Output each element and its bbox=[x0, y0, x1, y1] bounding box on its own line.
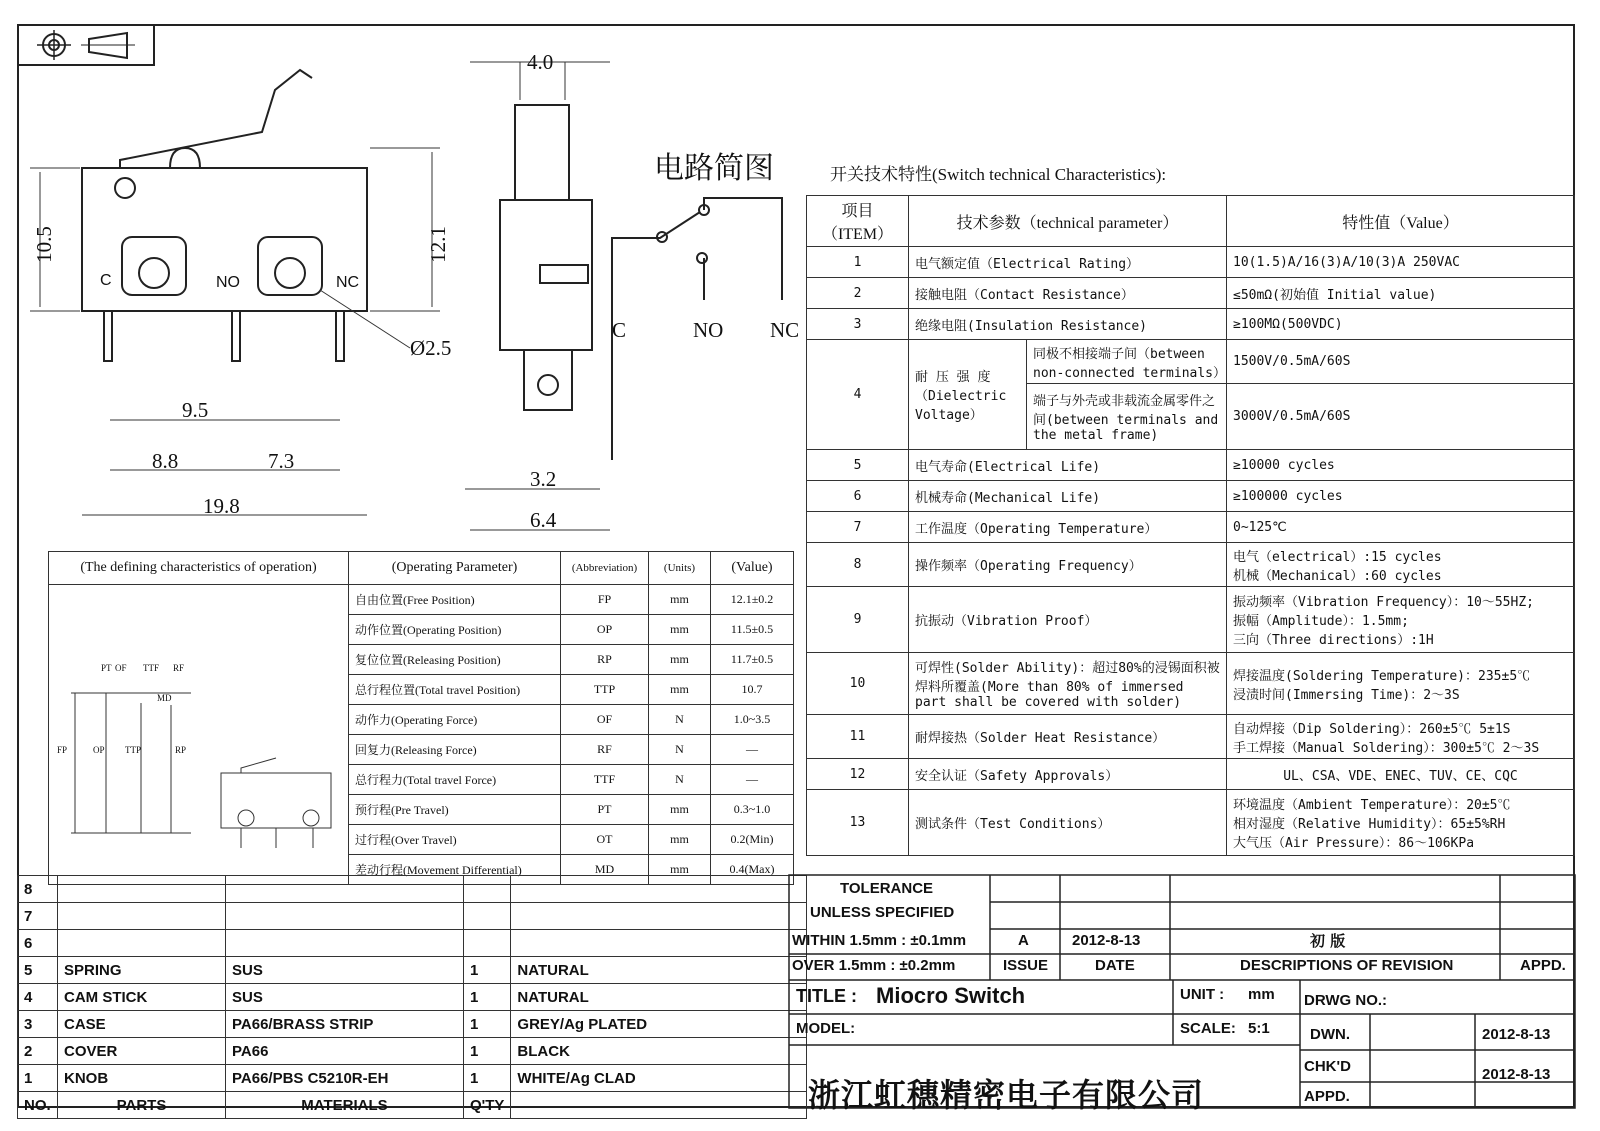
dim-8-8: 8.8 bbox=[152, 449, 179, 473]
bom-row-part: COVER bbox=[58, 1038, 226, 1065]
tech-table-title: 开关技术特性(Switch technical Characteristics): bbox=[830, 165, 1167, 184]
tech-row-no: 8 bbox=[807, 543, 909, 587]
bom-row-qty: 1 bbox=[464, 1065, 511, 1092]
tech-row-no: 12 bbox=[807, 759, 909, 790]
bom-row-no: 3 bbox=[18, 1011, 58, 1038]
bom-row-no: 2 bbox=[18, 1038, 58, 1065]
bom-row-qty: 1 bbox=[464, 984, 511, 1011]
revision-date: 2012-8-13 bbox=[1072, 932, 1141, 949]
op-row-abbr: OF bbox=[561, 705, 649, 735]
dim-6-4: 6.4 bbox=[530, 508, 557, 532]
bom-row-part: SPRING bbox=[58, 957, 226, 984]
dim-3-2: 3.2 bbox=[530, 467, 557, 491]
diagram-label-ttp: TTP bbox=[125, 745, 142, 755]
scale-label: SCALE: bbox=[1180, 1020, 1236, 1037]
bom-row-material: PA66/PBS C5210R-EH bbox=[226, 1065, 464, 1092]
op-row-value: — bbox=[711, 735, 794, 765]
op-row-value: 12.1±0.2 bbox=[711, 585, 794, 615]
tech-row-param: 操作频率（Operating Frequency） bbox=[909, 543, 1227, 587]
tech-row-no: 1 bbox=[807, 247, 909, 278]
tech-header-value: 特性值（Value） bbox=[1227, 196, 1575, 247]
tech-row-value: UL、CSA、VDE、ENEC、TUV、CE、CQC bbox=[1227, 759, 1575, 790]
op-row-abbr: PT bbox=[561, 795, 649, 825]
bom-row-no: 4 bbox=[18, 984, 58, 1011]
op-row-param: 总行程位置(Total travel Position) bbox=[349, 675, 561, 705]
diagram-label-op: OP bbox=[93, 745, 105, 755]
op-header-param: (Operating Parameter) bbox=[349, 552, 561, 585]
tech-row-param: 测试条件（Test Conditions） bbox=[909, 790, 1227, 856]
dim-width-top: 4.0 bbox=[527, 50, 554, 74]
bom-row-finish: NATURAL bbox=[511, 957, 807, 984]
diagram-label-pt: PT bbox=[101, 663, 112, 673]
op-row-abbr: RP bbox=[561, 645, 649, 675]
op-row-abbr: OT bbox=[561, 825, 649, 855]
op-row-param: 复位位置(Releasing Position) bbox=[349, 645, 561, 675]
model-label: MODEL: bbox=[796, 1020, 856, 1037]
op-row-units: mm bbox=[649, 645, 711, 675]
op-row-param: 过行程(Over Travel) bbox=[349, 825, 561, 855]
dim-hole-diameter: Ø2.5 bbox=[410, 336, 452, 360]
terminal-label-nc: NC bbox=[336, 274, 360, 291]
tech-row-value: 焊接温度(Soldering Temperature)：235±5℃ 浸渍时间(Immersing Time)：2～3S bbox=[1227, 653, 1575, 715]
revision-letter: A bbox=[1018, 932, 1029, 949]
op-row-units: mm bbox=[649, 675, 711, 705]
op-header-abbr: (Abbreviation) bbox=[561, 552, 649, 585]
tech-row-param: 电气寿命(Electrical Life) bbox=[909, 450, 1227, 481]
diagram-label-of: OF bbox=[115, 663, 127, 673]
op-row-units: mm bbox=[649, 855, 711, 885]
op-row-param: 回复力(Releasing Force) bbox=[349, 735, 561, 765]
op-row-value: 0.4(Max) bbox=[711, 855, 794, 885]
drawn-label: DWN. bbox=[1310, 1026, 1350, 1043]
op-row-abbr: FP bbox=[561, 585, 649, 615]
tech-row-value: 振动频率（Vibration Frequency）：10～55HZ; 振幅（Amplitude）：1.5mm; 三向（Three directions）:1H bbox=[1227, 587, 1575, 653]
tech-row-no: 5 bbox=[807, 450, 909, 481]
bom-header-parts: PARTS bbox=[58, 1092, 226, 1119]
bom-row-material: PA66 bbox=[226, 1038, 464, 1065]
tolerance-label: TOLERANCE bbox=[840, 880, 934, 897]
tech-row-no: 7 bbox=[807, 512, 909, 543]
tech-row-value: ≥10000 cycles bbox=[1227, 450, 1575, 481]
bom-row-part: CASE bbox=[58, 1011, 226, 1038]
title-value: Miocro Switch bbox=[876, 983, 1026, 1008]
tech-row-param: 安全认证（Safety Approvals） bbox=[909, 759, 1227, 790]
bom-row-part: KNOB bbox=[58, 1065, 226, 1092]
op-row-value: 10.7 bbox=[711, 675, 794, 705]
op-row-units: mm bbox=[649, 615, 711, 645]
op-row-value: 0.2(Min) bbox=[711, 825, 794, 855]
tech-row-no: 13 bbox=[807, 790, 909, 856]
bom-row-finish: NATURAL bbox=[511, 984, 807, 1011]
tech-row-value: 3000V/0.5mA/60S bbox=[1227, 384, 1575, 450]
tech-row-param: 耐 压 强 度 （Dielectric Voltage） bbox=[909, 340, 1027, 450]
op-row-abbr: OP bbox=[561, 615, 649, 645]
drawn-date: 2012-8-13 bbox=[1482, 1026, 1551, 1043]
checked-label: CHK'D bbox=[1304, 1058, 1351, 1075]
op-row-abbr: MD bbox=[561, 855, 649, 885]
op-row-units: N bbox=[649, 705, 711, 735]
unless-specified-label: UNLESS SPECIFIED bbox=[810, 904, 955, 921]
bom-row-material: PA66/BRASS STRIP bbox=[226, 1011, 464, 1038]
tech-row-param: 绝缘电阻(Insulation Resistance) bbox=[909, 309, 1227, 340]
bom-row-no: 7 bbox=[18, 903, 58, 930]
op-row-value: 1.0~3.5 bbox=[711, 705, 794, 735]
tech-row-no: 9 bbox=[807, 587, 909, 653]
op-row-units: mm bbox=[649, 795, 711, 825]
tech-row-value: 0~125℃ bbox=[1227, 512, 1575, 543]
terminal-label-c: C bbox=[100, 272, 112, 289]
tech-row-value: 1500V/0.5mA/60S bbox=[1227, 340, 1575, 384]
tech-header-param: 技术参数（technical parameter） bbox=[909, 196, 1227, 247]
bom-row-finish: GREY/Ag PLATED bbox=[511, 1011, 807, 1038]
tech-row-param: 抗振动（Vibration Proof） bbox=[909, 587, 1227, 653]
op-row-param: 预行程(Pre Travel) bbox=[349, 795, 561, 825]
op-row-param: 差动行程(Movement Differential) bbox=[349, 855, 561, 885]
bom-row-qty: 1 bbox=[464, 1038, 511, 1065]
bom-row-part: CAM STICK bbox=[58, 984, 226, 1011]
circuit-label-nc: NC bbox=[770, 318, 800, 342]
tech-row-value: 10(1.5)A/16(3)A/10(3)A 250VAC bbox=[1227, 247, 1575, 278]
tech-row-no: 11 bbox=[807, 715, 909, 759]
tech-row-param: 可焊性(Solder Ability)：超过80%的浸锡面积被焊料所覆盖(More than 80% of immersed part shall be covered with solder) bbox=[909, 653, 1227, 715]
op-row-units: mm bbox=[649, 825, 711, 855]
bom-header-materials: MATERIALS bbox=[226, 1092, 464, 1119]
op-row-value: 11.5±0.5 bbox=[711, 615, 794, 645]
unit-label: UNIT : bbox=[1180, 986, 1225, 1003]
tech-row-param: 接触电阻（Contact Resistance） bbox=[909, 278, 1227, 309]
op-row-value: — bbox=[711, 765, 794, 795]
bom-row-no: 6 bbox=[18, 930, 58, 957]
bom-row-no: 1 bbox=[18, 1065, 58, 1092]
op-row-units: N bbox=[649, 735, 711, 765]
terminal-label-no: NO bbox=[216, 274, 240, 291]
bom-row-qty: 1 bbox=[464, 957, 511, 984]
op-row-units: mm bbox=[649, 585, 711, 615]
op-row-param: 总行程力(Total travel Force) bbox=[349, 765, 561, 795]
bom-header-no: NO. bbox=[18, 1092, 58, 1119]
tech-row-param: 机械寿命(Mechanical Life) bbox=[909, 481, 1227, 512]
approved-header: APPD. bbox=[1520, 957, 1566, 974]
circuit-label-c: C bbox=[612, 318, 627, 342]
op-header-units: (Units) bbox=[649, 552, 711, 585]
tech-row-no: 4 bbox=[807, 340, 909, 450]
approved-label: APPD. bbox=[1304, 1088, 1350, 1105]
tech-row-value: ≥100000 cycles bbox=[1227, 481, 1575, 512]
op-row-param: 动作位置(Operating Position) bbox=[349, 615, 561, 645]
tech-row-value: ≥100MΩ(500VDC) bbox=[1227, 309, 1575, 340]
bom-row-finish: BLACK bbox=[511, 1038, 807, 1065]
unit-value: mm bbox=[1248, 986, 1275, 1003]
issue-header: ISSUE bbox=[1003, 957, 1049, 974]
tech-row-no: 2 bbox=[807, 278, 909, 309]
bom-row-no: 5 bbox=[18, 957, 58, 984]
dim-height-right: 12.1 bbox=[425, 226, 450, 263]
tech-row-value: 环境温度（Ambient Temperature）：20±5℃ 相对湿度（Relative Humidity）：65±5%RH 大气压（Air Pressure）：86～106KPa bbox=[1227, 790, 1575, 856]
bom-row-finish: WHITE/Ag CLAD bbox=[511, 1065, 807, 1092]
dim-7-3: 7.3 bbox=[268, 449, 295, 473]
tech-row-subparam: 端子与外壳或非载流金属零件之间(between terminals and the metal frame) bbox=[1027, 384, 1227, 450]
op-row-abbr: RF bbox=[561, 735, 649, 765]
tech-row-param: 工作温度（Operating Temperature） bbox=[909, 512, 1227, 543]
bom-row-material: SUS bbox=[226, 984, 464, 1011]
diagram-label-rp: RP bbox=[175, 745, 187, 755]
op-header-def: (The defining characteristics of operation) bbox=[49, 552, 349, 585]
op-row-param: 自由位置(Free Position) bbox=[349, 585, 561, 615]
revision-description: 初 版 bbox=[1310, 932, 1346, 950]
date-header: DATE bbox=[1095, 957, 1135, 974]
bom-row-material: SUS bbox=[226, 957, 464, 984]
op-header-value: (Value) bbox=[711, 552, 794, 585]
op-row-value: 0.3~1.0 bbox=[711, 795, 794, 825]
tech-row-no: 3 bbox=[807, 309, 909, 340]
tolerance-over: OVER 1.5mm : ±0.2mm bbox=[792, 957, 956, 974]
op-row-units: N bbox=[649, 765, 711, 795]
op-row-param: 动作力(Operating Force) bbox=[349, 705, 561, 735]
dim-height-left: 10.5 bbox=[31, 226, 56, 263]
bom-row-qty: 1 bbox=[464, 1011, 511, 1038]
tech-row-no: 10 bbox=[807, 653, 909, 715]
tech-row-value: 自动焊接（Dip Soldering）：260±5℃ 5±1S 手工焊接（Manual Soldering）：300±5℃ 2～3S bbox=[1227, 715, 1575, 759]
op-row-value: 11.7±0.5 bbox=[711, 645, 794, 675]
op-row-abbr: TTP bbox=[561, 675, 649, 705]
tech-row-subparam: 同极不相接端子间（between non-connected terminals） bbox=[1027, 340, 1227, 384]
bom-row-no: 8 bbox=[18, 876, 58, 903]
tech-header-item: 项目 （ITEM） bbox=[807, 196, 909, 247]
bom-header-qty: Q'TY bbox=[464, 1092, 511, 1119]
circuit-label-no: NO bbox=[693, 318, 724, 342]
tech-row-value: ≤50mΩ(初始值 Initial value) bbox=[1227, 278, 1575, 309]
checked-date: 2012-8-13 bbox=[1482, 1066, 1551, 1083]
tolerance-within: WITHIN 1.5mm : ±0.1mm bbox=[792, 932, 967, 949]
title-label: TITLE : bbox=[796, 986, 857, 1006]
tech-row-param: 耐焊接热（Solder Heat Resistance） bbox=[909, 715, 1227, 759]
circuit-diagram-title: 电路简图 bbox=[654, 152, 774, 185]
drawing-number-label: DRWG NO.: bbox=[1304, 992, 1388, 1009]
diagram-label-md: MD bbox=[157, 693, 172, 703]
tech-row-value: 电气（electrical）:15 cycles 机械（Mechanical）:60 cycles bbox=[1227, 543, 1575, 587]
dim-9-5: 9.5 bbox=[182, 398, 209, 422]
op-row-abbr: TTF bbox=[561, 765, 649, 795]
diagram-label-fp: FP bbox=[57, 745, 68, 755]
description-header: DESCRIPTIONS OF REVISION bbox=[1240, 957, 1454, 974]
diagram-label-rf: RF bbox=[173, 663, 185, 673]
company-name: 浙江虹穗精密电子有限公司 bbox=[808, 1076, 1205, 1114]
dim-19-8: 19.8 bbox=[203, 494, 240, 518]
tech-row-no: 6 bbox=[807, 481, 909, 512]
diagram-label-ttf: TTF bbox=[143, 663, 160, 673]
scale-value: 5:1 bbox=[1248, 1020, 1270, 1037]
tech-row-param: 电气额定值（Electrical Rating） bbox=[909, 247, 1227, 278]
